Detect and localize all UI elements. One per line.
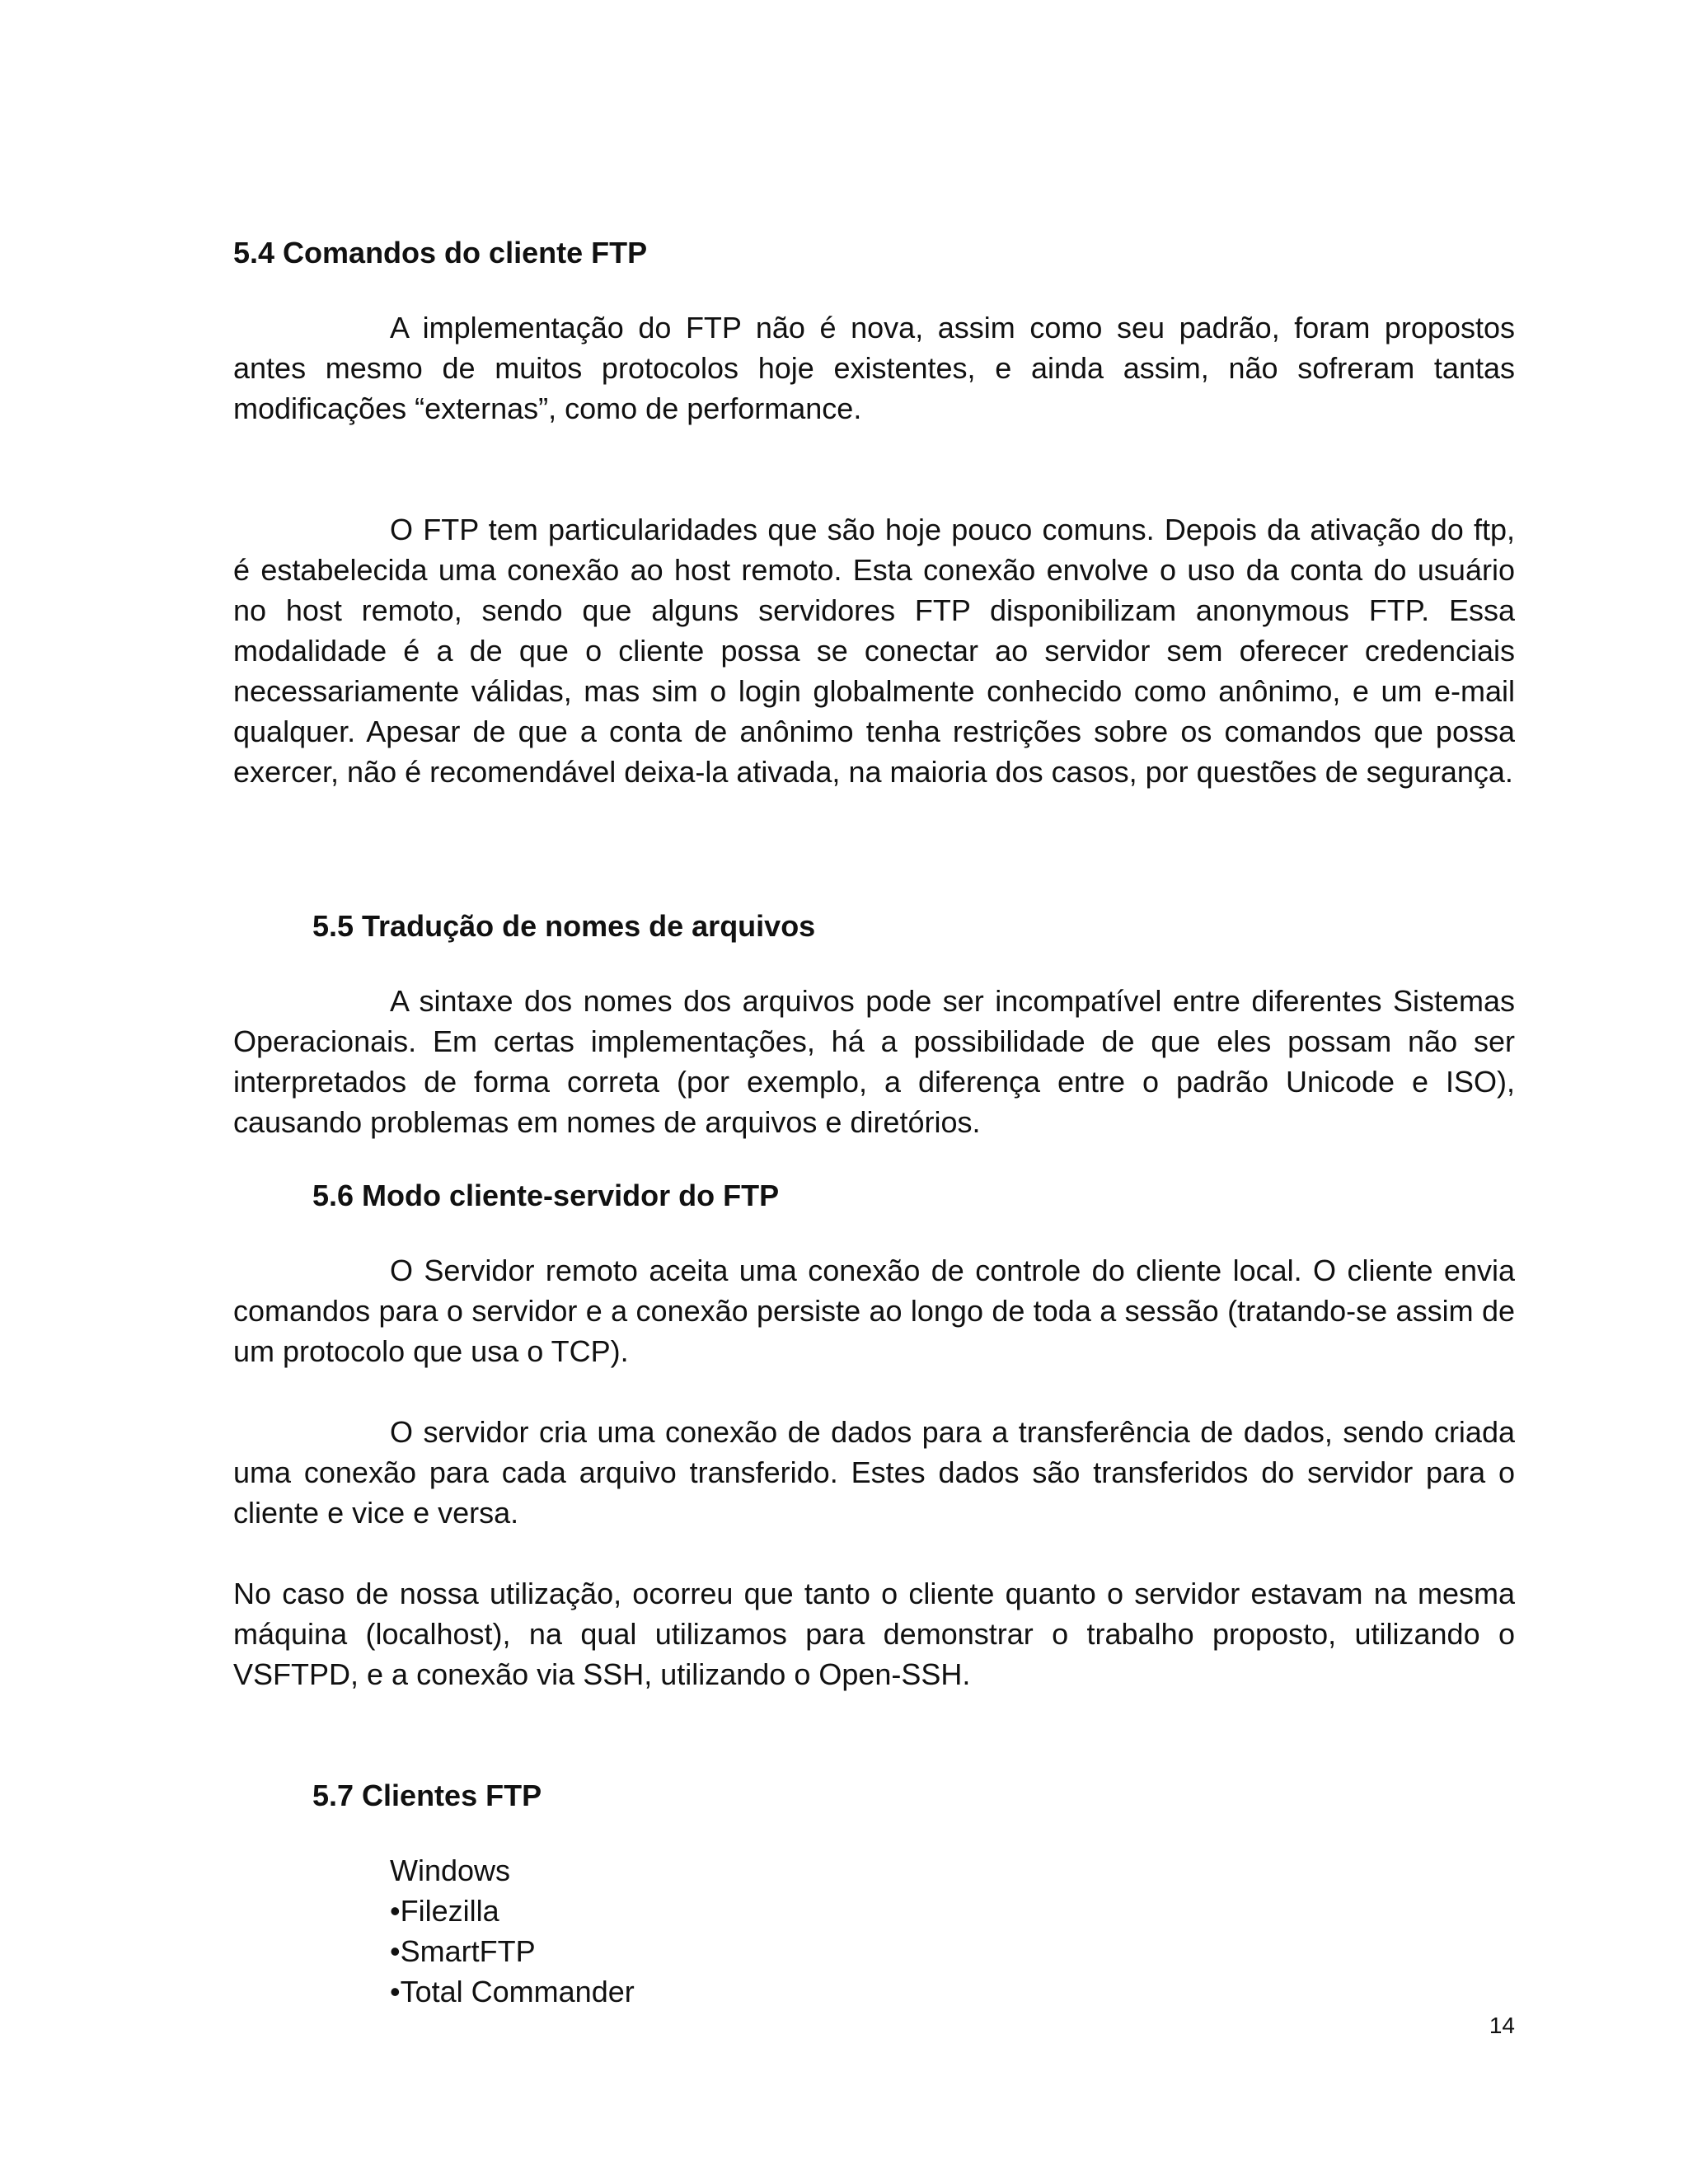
- paragraph-5-4-2: O FTP tem particularidades que são hoje pouco comuns. Depois da ativação do ftp, é estabelecida uma conexão ao host remoto. Esta conexão envolve o uso da conta do usuário no host remoto, sendo que alguns servidores FTP disponibilizam anonymous FTP. Essa modalidade é a de que o cliente possa se conectar ao servidor sem oferecer credenciais necessariamente válidas, mas sim o login globalmente conhecido como anônimo, e um e-mail qualquer. Apesar de que a conta de anônimo tenha restrições sobre os comandos que possa exercer, não é recomendável deixa-la ativada, na maioria dos casos, por questões de segurança.: [233, 513, 1515, 789]
- section-heading-5-4: 5.4 Comandos do cliente FTP: [233, 236, 648, 269]
- paragraph-5-6-3: No caso de nossa utilização, ocorreu que tanto o cliente quanto o servidor estavam na mesma máquina (localhost), na qual utilizamos para demonstrar o trabalho proposto, utilizando o VSFTPD, e a conexão via SSH, utilizando o Open-SSH.: [233, 1577, 1515, 1691]
- paragraph-5-6-1: O Servidor remoto aceita uma conexão de controle do cliente local. O cliente envia comandos para o servidor e a conexão persiste ao longo de toda a sessão (tratando-se assim de um protocolo que usa o TCP).: [233, 1254, 1515, 1368]
- list-item: Windows: [390, 1854, 511, 1887]
- page-number: 14: [1489, 2013, 1515, 2038]
- ftp-clients-list: [390, 1850, 1515, 2012]
- paragraph-5-6-2: O servidor cria uma conexão de dados para a transferência de dados, sendo criada uma conexão para cada arquivo transferido. Estes dados são transferidos do servidor para o cliente e vice e versa.: [233, 1415, 1515, 1530]
- list-item: •Total Commander: [390, 1975, 635, 2008]
- list-item: •SmartFTP: [390, 1934, 536, 1968]
- paragraph-5-4-1: A implementação do FTP não é nova, assim como seu padrão, foram propostos antes mesmo de muitos protocolos hoje existentes, e ainda assim, não sofreram tantas modificações “externas”, como de performance.: [233, 311, 1515, 425]
- list-item: •Filezilla: [390, 1894, 499, 1928]
- paragraph-5-5-1: A sintaxe dos nomes dos arquivos pode ser incompatível entre diferentes Sistemas Operacionais. Em certas implementações, há a possibilidade de que eles possam não ser interpretados de forma correta (por exemplo, a diferença entre o padrão Unicode e ISO), causando problemas em nomes de arquivos e diretórios.: [233, 984, 1515, 1139]
- section-heading-5-6: 5.6 Modo cliente-servidor do FTP: [312, 1179, 780, 1212]
- page-content: [233, 232, 1515, 2012]
- section-heading-5-7: 5.7 Clientes FTP: [312, 1779, 542, 1812]
- section-heading-5-5: 5.5 Tradução de nomes de arquivos: [312, 909, 816, 943]
